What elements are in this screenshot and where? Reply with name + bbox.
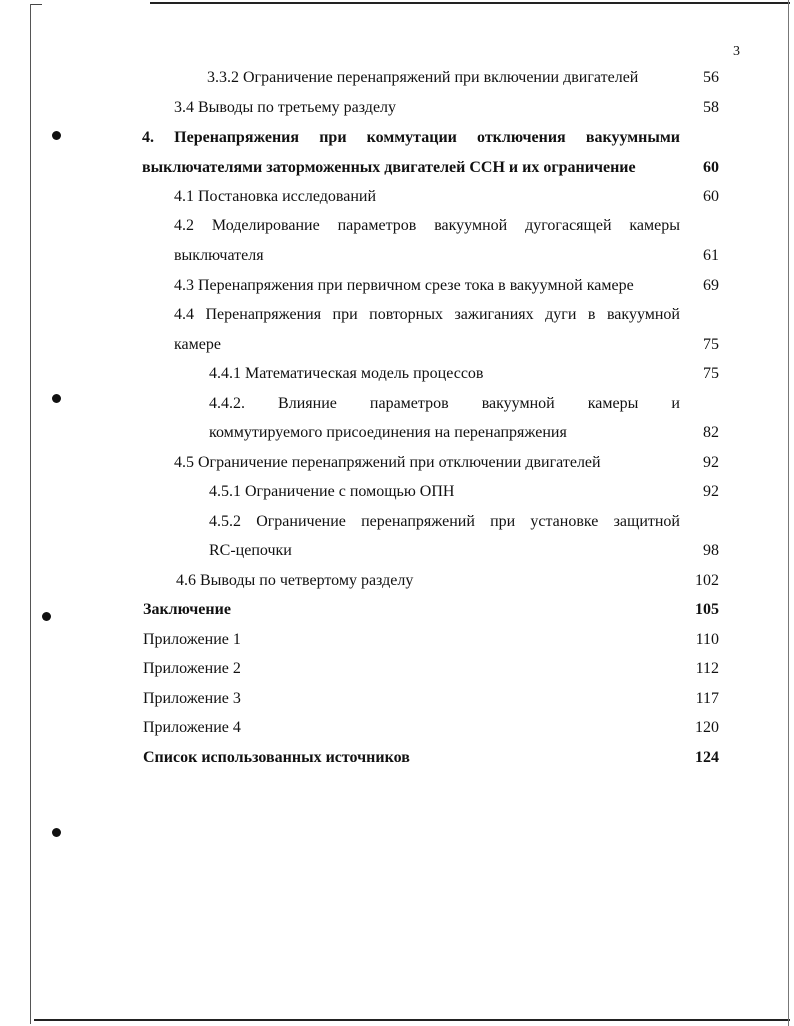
toc-entry xyxy=(0,67,794,89)
toc-entry-page: 60 xyxy=(703,159,719,176)
toc-entry-page: 75 xyxy=(703,365,719,382)
toc-entry-title: Список использованных источников xyxy=(143,749,410,766)
toc-entry-title: 4.2 Моделирование параметров вакуумной дугогасящей камеры xyxy=(174,217,680,234)
toc-entry-page: 82 xyxy=(703,424,719,441)
toc-entry-title: 4.5.1 Ограничение с помощью ОПН xyxy=(209,483,455,500)
toc-entry xyxy=(0,127,794,149)
toc-entry xyxy=(0,511,794,533)
toc-entry-page: 92 xyxy=(703,454,719,471)
toc-entry-page: 56 xyxy=(703,69,719,86)
toc-entry-title: выключателями заторможенных двигателей ССН и их ограничение xyxy=(142,159,636,176)
toc-entry xyxy=(0,422,794,444)
scan-edge-bottom xyxy=(34,1019,790,1021)
toc-entry-title: 4.6 Выводы по четвертому разделу xyxy=(176,572,414,589)
toc-entry-title: камере xyxy=(174,336,221,353)
toc-entry-page: 110 xyxy=(695,631,719,648)
toc-entry-title: Заключение xyxy=(143,601,231,618)
toc-entry xyxy=(0,599,794,621)
toc-entry-page: 60 xyxy=(703,188,719,205)
toc-entry xyxy=(0,186,794,208)
toc-entry-title: 3.3.2 Ограничение перенапряжений при включении двигателей xyxy=(207,69,639,86)
toc-entry xyxy=(0,157,794,179)
toc-entry-title: Приложение 4 xyxy=(143,719,241,736)
toc-entry-title: 4.4.2. Влияние параметров вакуумной камеры и xyxy=(209,395,680,412)
toc-entry-page: 112 xyxy=(695,660,719,677)
toc-entry-title: RC-цепочки xyxy=(209,542,292,559)
toc-entry xyxy=(0,658,794,680)
toc-entry-title: Приложение 3 xyxy=(143,690,241,707)
toc-entry-page: 75 xyxy=(703,336,719,353)
toc-entry-page: 92 xyxy=(703,483,719,500)
toc-entry xyxy=(0,363,794,385)
toc-entry-title: Приложение 1 xyxy=(143,631,241,648)
toc-entry-title: Приложение 2 xyxy=(143,660,241,677)
toc-entry-page: 117 xyxy=(695,690,719,707)
toc-entry xyxy=(0,717,794,739)
toc-entry-title: 4.5 Ограничение перенапряжений при отключении двигателей xyxy=(174,454,601,471)
toc-entry-page: 61 xyxy=(703,247,719,264)
toc-entry xyxy=(0,393,794,415)
toc-entry xyxy=(0,304,794,326)
toc-entry-page: 58 xyxy=(703,99,719,116)
toc-entry-title: 4.3 Перенапряжения при первичном срезе тока в вакуумной камере xyxy=(174,277,634,294)
toc-entry xyxy=(0,245,794,267)
toc-entry-title: 3.4 Выводы по третьему разделу xyxy=(174,99,397,116)
scan-edge-top xyxy=(150,2,790,4)
toc-entry xyxy=(0,97,794,119)
toc-entry-title: выключателя xyxy=(174,247,264,264)
toc-entry xyxy=(0,688,794,710)
toc-entry xyxy=(0,452,794,474)
toc-entry-title: 4.4 Перенапряжения при повторных зажиганиях дуги в вакуумной xyxy=(174,306,680,323)
toc-entry xyxy=(0,215,794,237)
toc-entry-page: 105 xyxy=(695,601,719,618)
toc-entry xyxy=(0,747,794,769)
scan-edge-top-left xyxy=(30,4,42,5)
toc-entry xyxy=(0,570,794,592)
toc-entry xyxy=(0,481,794,503)
toc-entry-title: 4. Перенапряжения при коммутации отключения вакуумными xyxy=(142,129,680,146)
punch-hole xyxy=(52,828,61,837)
toc-entry-title: 4.1 Постановка исследований xyxy=(174,188,377,205)
toc-entry-page: 120 xyxy=(695,719,719,736)
toc-entry-title: коммутируемого присоединения на перенапряжения xyxy=(209,424,567,441)
toc-entry-page: 69 xyxy=(703,277,719,294)
page-number: 3 xyxy=(733,44,740,59)
toc-entry xyxy=(0,275,794,297)
toc-entry-title: 4.5.2 Ограничение перенапряжений при установке защитной xyxy=(209,513,680,530)
toc-entry xyxy=(0,629,794,651)
toc-entry-page: 102 xyxy=(695,572,719,589)
toc-entry xyxy=(0,540,794,562)
toc-entry-title: 4.4.1 Математическая модель процессов xyxy=(209,365,484,382)
toc-entry-page: 98 xyxy=(703,542,719,559)
toc-entry-page: 124 xyxy=(695,749,719,766)
toc-entry xyxy=(0,334,794,356)
